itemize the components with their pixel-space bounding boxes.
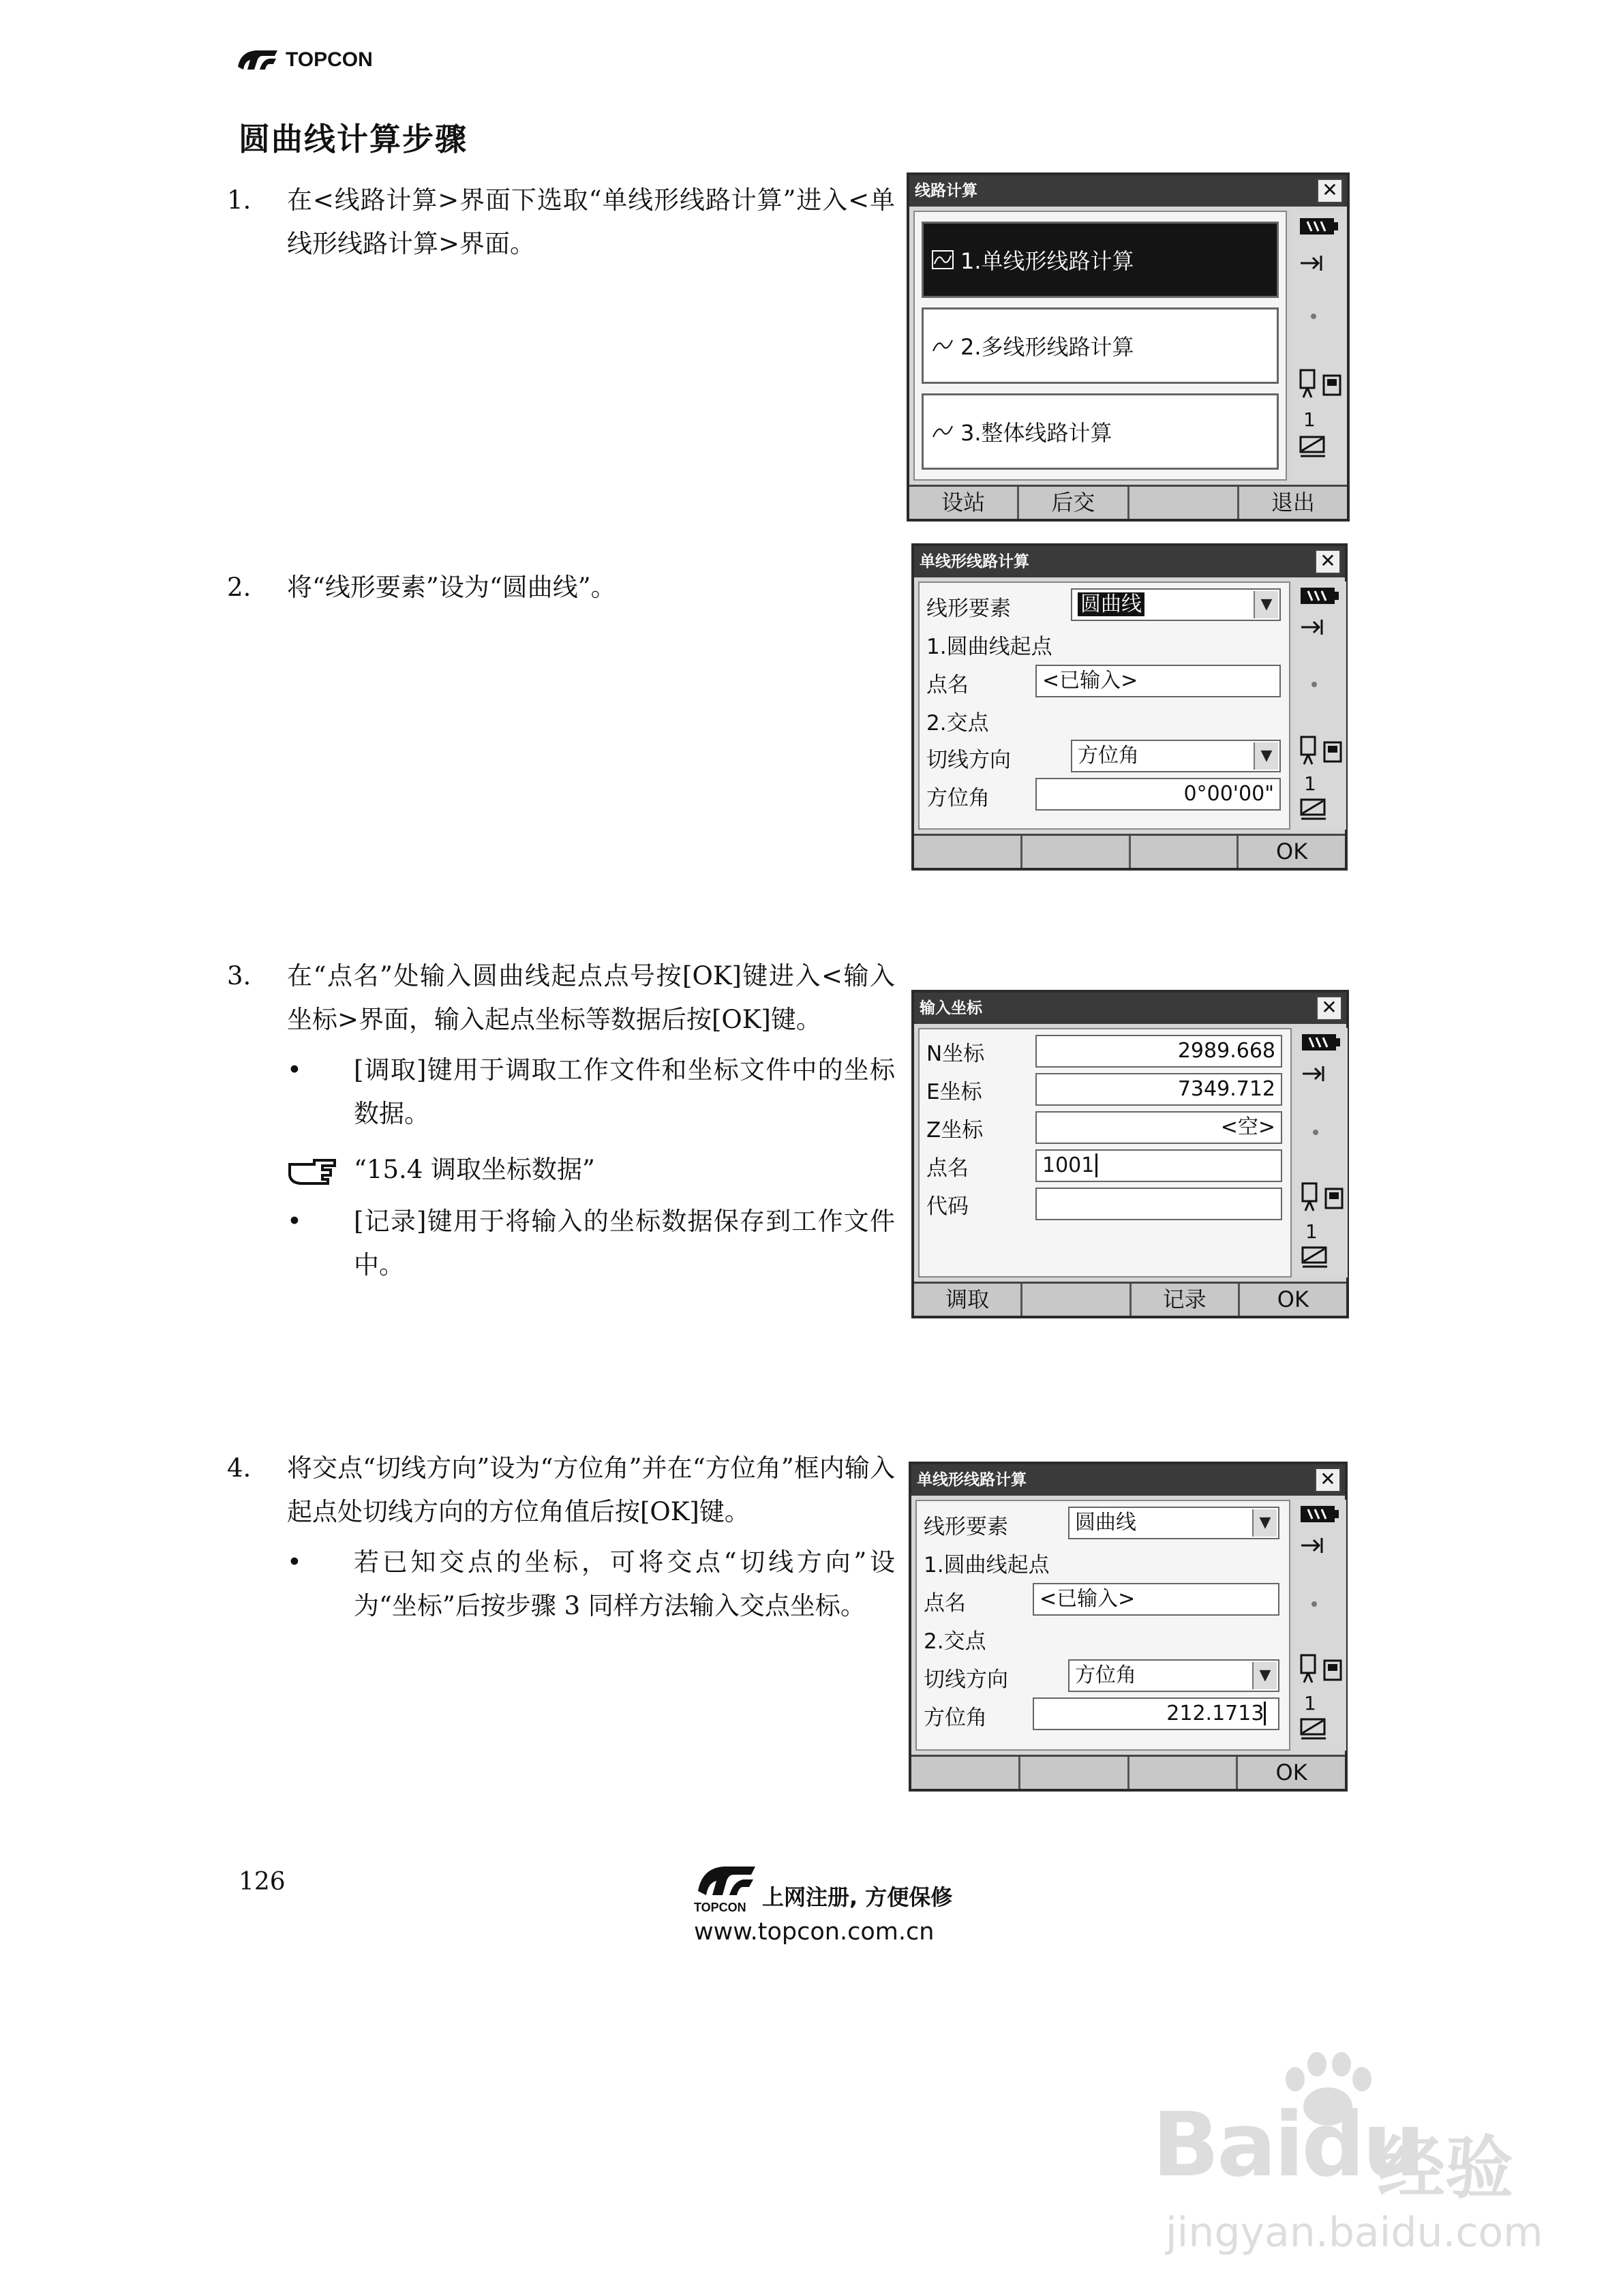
input-mode-icon bbox=[1300, 798, 1327, 821]
field-value: 212.1713 bbox=[1166, 1702, 1264, 1725]
point-name-field[interactable]: <已输入> bbox=[1033, 1583, 1279, 1616]
text-cursor bbox=[1095, 1153, 1104, 1177]
section-intersection: 2.交点 bbox=[924, 1629, 986, 1654]
softkey-bar bbox=[909, 485, 1347, 519]
tangent-direction-dropdown[interactable] bbox=[1071, 740, 1281, 772]
input-coordinate-window bbox=[911, 990, 1349, 1318]
label-point-name: 点名 bbox=[924, 1591, 966, 1616]
dropdown-value: 圆曲线 bbox=[1075, 1511, 1136, 1535]
dropdown-value: 方位角 bbox=[1078, 744, 1139, 768]
step-number: 2. bbox=[227, 573, 252, 602]
window-title: 输入坐标 bbox=[914, 993, 1346, 1024]
bullet-recall: • [调取]键用于调取工作文件和坐标文件中的坐标数据。 bbox=[287, 1048, 895, 1136]
menu-item-label: 2.多线形线路计算 bbox=[960, 334, 1134, 360]
page-title: 圆曲线计算步骤 bbox=[239, 121, 468, 157]
instrument-icon bbox=[1299, 369, 1343, 399]
softkey-bar bbox=[911, 1755, 1345, 1789]
e-coordinate-field[interactable]: 7349.712 bbox=[1035, 1073, 1282, 1106]
instrument-icon bbox=[1301, 1182, 1345, 1212]
step-number: 1. bbox=[227, 185, 252, 215]
step-number: 4. bbox=[227, 1453, 252, 1483]
signal-dot-icon bbox=[1311, 1128, 1320, 1137]
menu-item-whole-route[interactable] bbox=[922, 393, 1279, 470]
softkey-bar bbox=[914, 834, 1345, 868]
step-2 bbox=[227, 566, 895, 609]
bullet-coordinate: • 若已知交点的坐标，可将交点“切线方向”设为“坐标”后按步骤 3 同样方法输入交点坐标。 bbox=[287, 1541, 895, 1628]
single-route-window-azimuth bbox=[909, 1462, 1348, 1792]
menu-item-single-route[interactable] bbox=[922, 222, 1279, 298]
menu-item-multi-route[interactable] bbox=[922, 307, 1279, 384]
page-number: 126 bbox=[239, 1868, 286, 1896]
softkey-recall[interactable]: 调取 bbox=[914, 1284, 1022, 1316]
cross-reference bbox=[287, 1148, 895, 1192]
footer-brand: TOPCON bbox=[694, 1901, 746, 1914]
softkey-bar bbox=[914, 1282, 1346, 1316]
line-element-dropdown[interactable] bbox=[1071, 588, 1281, 621]
register-slogan: 上网注册, 方便保修 bbox=[762, 1884, 953, 1910]
softkey-empty[interactable] bbox=[1131, 836, 1239, 868]
softkey-empty[interactable] bbox=[1020, 1757, 1129, 1789]
topcon-logo bbox=[235, 46, 373, 74]
window-title: 单线形线路计算 bbox=[911, 1464, 1345, 1496]
softkey-ok[interactable]: OK bbox=[1239, 836, 1345, 868]
page-indicator: 1 bbox=[1305, 1220, 1318, 1243]
point-name-field[interactable] bbox=[1035, 1149, 1282, 1182]
softkey-ok[interactable]: OK bbox=[1238, 1757, 1345, 1789]
watermark-brand: Baidu bbox=[1152, 2093, 1423, 2196]
page-indicator: 1 bbox=[1303, 408, 1316, 431]
label-azimuth: 方位角 bbox=[924, 1706, 987, 1730]
close-button[interactable]: ✕ bbox=[1315, 549, 1341, 574]
softkey-station-setup[interactable]: 设站 bbox=[909, 487, 1019, 519]
baidu-jingyan-watermark bbox=[1152, 2052, 1543, 2270]
curve-icon bbox=[932, 250, 954, 269]
watermark-sub: 经验 bbox=[1377, 2128, 1513, 2208]
dropdown-arrow-icon[interactable]: ▼ bbox=[1252, 1509, 1277, 1537]
page-indicator: 1 bbox=[1304, 1692, 1316, 1715]
dropdown-arrow-icon[interactable]: ▼ bbox=[1252, 1662, 1277, 1689]
label-point-name: 点名 bbox=[926, 1156, 969, 1181]
topcon-mark-icon bbox=[235, 46, 280, 74]
battery-icon bbox=[1300, 586, 1339, 606]
softkey-empty[interactable] bbox=[1129, 487, 1239, 519]
step-number: 3. bbox=[227, 961, 252, 991]
target-arrow-icon bbox=[1299, 253, 1326, 273]
line-element-dropdown[interactable] bbox=[1068, 1507, 1279, 1539]
signal-dot-icon bbox=[1309, 1599, 1319, 1609]
footer-logo bbox=[694, 1861, 953, 1946]
brand-name: TOPCON bbox=[286, 48, 373, 71]
step-3 bbox=[227, 954, 895, 1287]
battery-icon bbox=[1300, 1504, 1339, 1524]
label-line-element: 线形要素 bbox=[924, 1515, 1008, 1539]
single-route-window bbox=[911, 543, 1348, 871]
dropdown-value: 圆曲线 bbox=[1078, 592, 1144, 616]
softkey-ok[interactable]: OK bbox=[1240, 1284, 1346, 1316]
battery-icon bbox=[1299, 216, 1339, 237]
close-button[interactable]: ✕ bbox=[1315, 1468, 1341, 1492]
battery-icon bbox=[1301, 1032, 1341, 1053]
target-arrow-icon bbox=[1300, 617, 1327, 637]
window-title: 线路计算 bbox=[909, 175, 1347, 207]
watermark-domain: jingyan.baidu.com bbox=[1166, 2209, 1543, 2256]
reference-text: “15.4 调取坐标数据” bbox=[354, 1155, 595, 1184]
label-line-element: 线形要素 bbox=[926, 596, 1011, 621]
page-indicator: 1 bbox=[1304, 772, 1316, 795]
menu-item-label: 1.单线形线路计算 bbox=[960, 248, 1134, 274]
tangent-direction-dropdown[interactable] bbox=[1068, 1659, 1279, 1692]
curve-icon bbox=[932, 336, 954, 355]
close-button[interactable]: ✕ bbox=[1316, 996, 1342, 1021]
softkey-empty[interactable] bbox=[1022, 1284, 1131, 1316]
z-coordinate-field[interactable]: <空> bbox=[1035, 1111, 1282, 1144]
target-arrow-icon bbox=[1301, 1063, 1329, 1084]
softkey-record[interactable]: 记录 bbox=[1132, 1284, 1240, 1316]
step-text: 在<线路计算>界面下选取“单线形线路计算”进入<单线形线路计算>界面。 bbox=[287, 185, 895, 258]
label-code: 代码 bbox=[926, 1194, 969, 1219]
input-mode-icon bbox=[1301, 1246, 1329, 1269]
bullet-record: • [记录]键用于将输入的坐标数据保存到工作文件中。 bbox=[287, 1200, 895, 1287]
softkey-empty[interactable] bbox=[1129, 1757, 1239, 1789]
label-tangent-direction: 切线方向 bbox=[926, 748, 1011, 772]
label-n-coordinate: N坐标 bbox=[926, 1042, 985, 1066]
instrument-icon bbox=[1300, 736, 1344, 766]
label-e-coordinate: E坐标 bbox=[926, 1080, 982, 1104]
step-text: 将交点“切线方向”设为“方位角”并在“方位角”框内输入起点处切线方向的方位角值后按[OK]键。 bbox=[287, 1453, 895, 1526]
azimuth-field[interactable] bbox=[1033, 1697, 1279, 1730]
website-url[interactable]: www.topcon.com.cn bbox=[694, 1918, 935, 1946]
section-intersection: 2.交点 bbox=[926, 711, 989, 736]
form-area bbox=[918, 581, 1290, 830]
step-4 bbox=[227, 1447, 895, 1628]
dropdown-arrow-icon[interactable]: ▼ bbox=[1254, 591, 1278, 618]
form-area bbox=[915, 1500, 1290, 1751]
form-area bbox=[918, 1028, 1292, 1278]
softkey-exit[interactable]: 退出 bbox=[1239, 487, 1347, 519]
input-mode-icon bbox=[1299, 436, 1326, 459]
code-field[interactable] bbox=[1035, 1188, 1282, 1220]
softkey-empty[interactable] bbox=[911, 1757, 1020, 1789]
window-title: 单线形线路计算 bbox=[914, 546, 1345, 577]
label-z-coordinate: Z坐标 bbox=[926, 1118, 984, 1143]
step-text: 将“线形要素”设为“圆曲线”。 bbox=[287, 573, 616, 602]
n-coordinate-field[interactable]: 2989.668 bbox=[1035, 1035, 1282, 1068]
section-start-point: 1.圆曲线起点 bbox=[926, 635, 1052, 659]
softkey-resection[interactable]: 后交 bbox=[1019, 487, 1129, 519]
step-1 bbox=[227, 179, 895, 266]
softkey-empty[interactable] bbox=[1022, 836, 1131, 868]
pointing-hand-icon bbox=[287, 1155, 340, 1186]
route-calc-window bbox=[907, 172, 1350, 522]
topcon-mark-icon bbox=[694, 1861, 759, 1902]
signal-dot-icon bbox=[1309, 680, 1319, 689]
status-bar bbox=[1294, 1028, 1348, 1278]
signal-dot-icon bbox=[1309, 312, 1318, 321]
softkey-empty[interactable] bbox=[914, 836, 1022, 868]
field-value: 1001 bbox=[1042, 1153, 1095, 1177]
menu-list bbox=[913, 211, 1287, 481]
section-start-point: 1.圆曲线起点 bbox=[924, 1553, 1050, 1577]
label-tangent-direction: 切线方向 bbox=[924, 1667, 1008, 1692]
point-name-field[interactable]: <已输入> bbox=[1035, 665, 1281, 697]
label-azimuth: 方位角 bbox=[926, 786, 990, 811]
instrument-icon bbox=[1300, 1654, 1344, 1684]
close-button[interactable]: ✕ bbox=[1317, 179, 1343, 203]
status-bar bbox=[1293, 581, 1346, 830]
status-bar bbox=[1292, 211, 1346, 481]
dropdown-arrow-icon[interactable]: ▼ bbox=[1254, 742, 1278, 770]
text-cursor bbox=[1264, 1702, 1273, 1725]
curve-icon bbox=[932, 422, 954, 441]
menu-item-label: 3.整体线路计算 bbox=[960, 420, 1112, 446]
dropdown-value: 方位角 bbox=[1075, 1663, 1136, 1687]
step-text: 在“点名”处输入圆曲线起点点号按[OK]键进入<输入坐标>界面，输入起点坐标等数据后按[OK]键。 bbox=[287, 961, 895, 1034]
label-point-name: 点名 bbox=[926, 673, 969, 697]
target-arrow-icon bbox=[1300, 1535, 1327, 1556]
input-mode-icon bbox=[1300, 1718, 1327, 1741]
status-bar bbox=[1293, 1500, 1346, 1751]
azimuth-field[interactable]: 0°00'00" bbox=[1035, 778, 1281, 811]
